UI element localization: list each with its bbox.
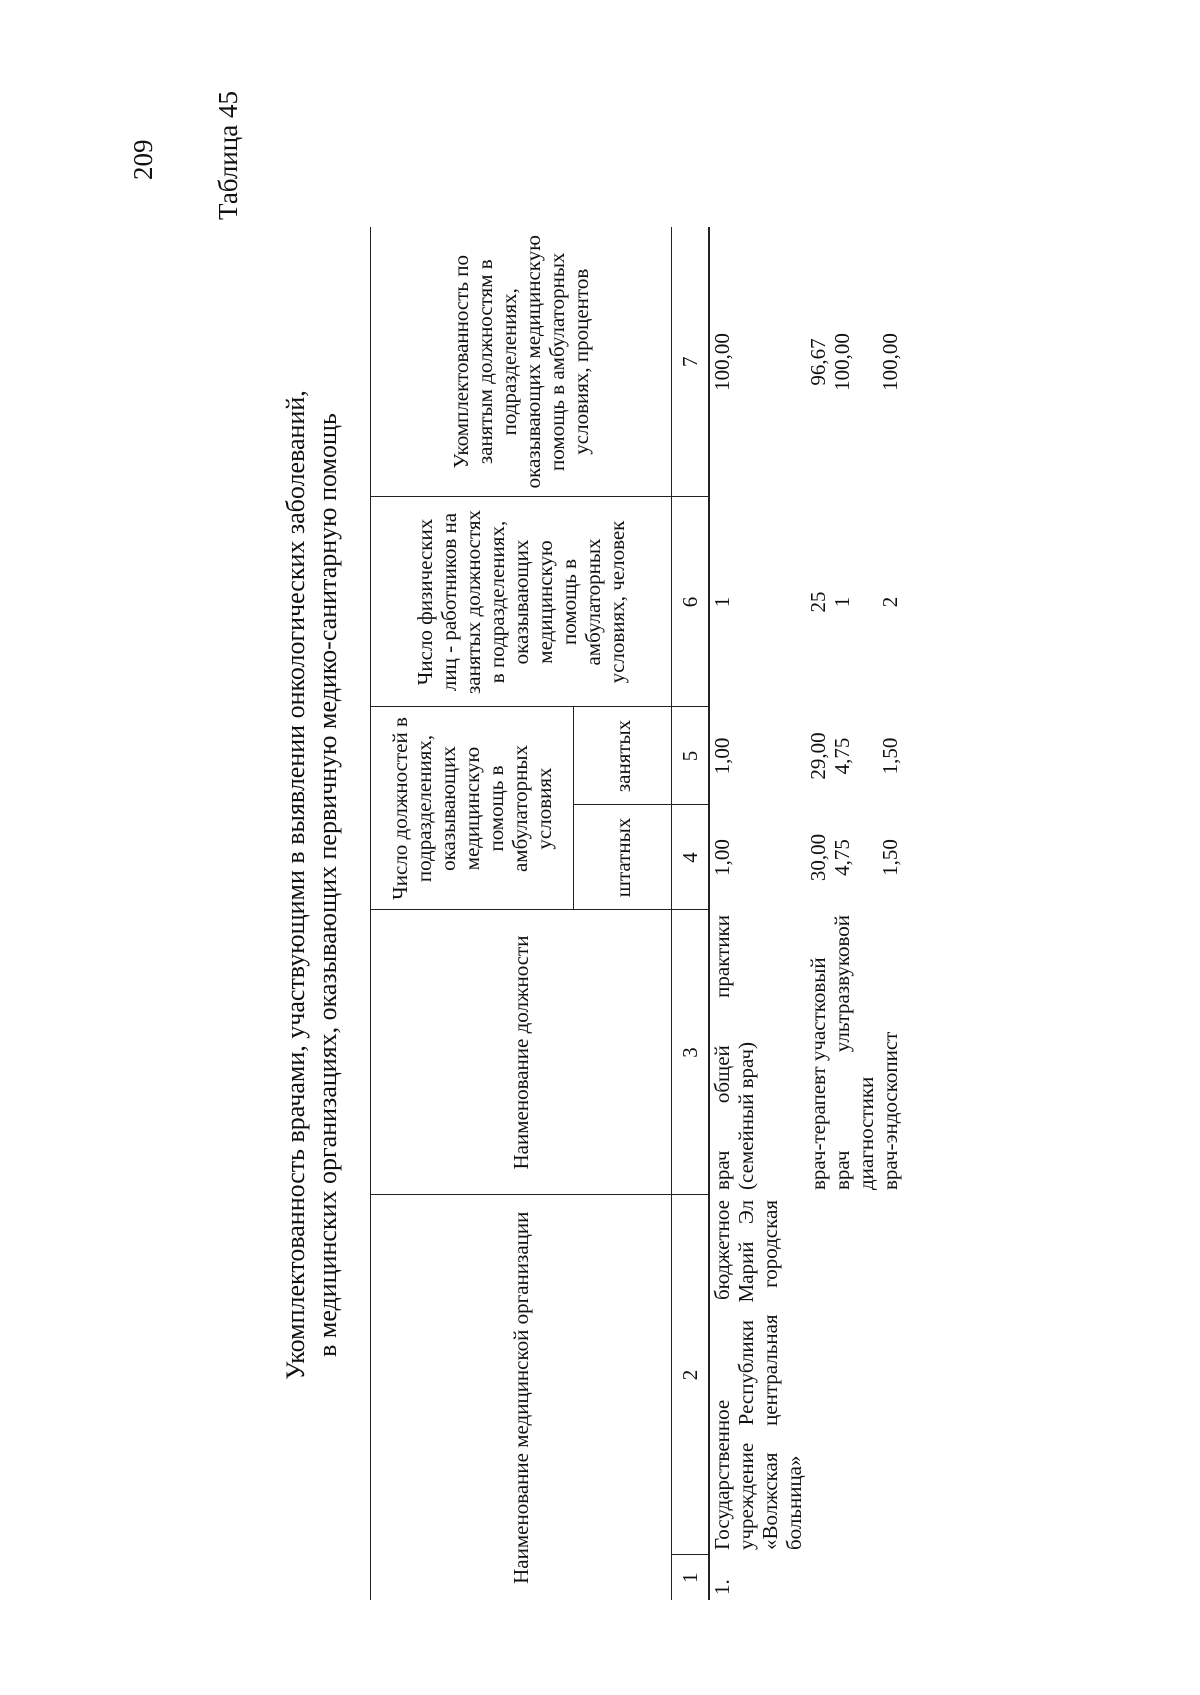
- staffing-percent: 100,00: [878, 333, 902, 391]
- organization-name: [830, 1195, 878, 1555]
- title-line-1: Укомплектованность врачами, участвующими в выявлении онкологических заболеваний,: [281, 390, 310, 1380]
- staff-posts: 1,50: [878, 839, 902, 876]
- staffing-percent: 100,00: [710, 333, 734, 391]
- table-label: Таблица 45: [213, 91, 243, 220]
- row-number: [830, 1555, 878, 1600]
- row-number: [878, 1555, 902, 1600]
- occupied-posts: 29,00: [806, 732, 830, 780]
- persons-count: 25: [806, 591, 830, 613]
- row-number: [806, 1555, 830, 1600]
- column-number: 5: [672, 707, 710, 805]
- column-number: 4: [672, 805, 710, 910]
- organization-name: [806, 1195, 830, 1555]
- column-number: 1: [672, 1555, 710, 1600]
- table-title: [280, 335, 344, 1435]
- position-name: врач-эндоскопист: [878, 1031, 902, 1190]
- page-number: 209: [128, 139, 158, 180]
- staffing-percent: 100,00: [830, 333, 854, 391]
- staff-posts: 4,75: [830, 839, 854, 876]
- staffing-table: [370, 227, 902, 1600]
- row-number: 1.: [710, 1579, 734, 1595]
- header-persons: Число физических лиц - работников на занятых должностях в подразделениях, оказывающих медицинскую помощь в амбулаторных условиях, человек: [371, 497, 672, 707]
- title-line-2: в медицинских организациях, оказывающих первичную медико-санитарную помощь: [313, 413, 342, 1357]
- staff-posts: 30,00: [806, 833, 830, 882]
- column-number: 6: [672, 497, 710, 707]
- staff-posts: 1,00: [710, 839, 734, 876]
- position-name: врач общей практики (семейный врач): [710, 915, 758, 1190]
- header-staff: штатных: [574, 805, 672, 910]
- organization-name: Государственное бюджетное учреждение Республики Марий Эл «Волжская центральная городская больница»: [710, 1200, 806, 1550]
- column-number: 7: [672, 227, 710, 497]
- header-posts-group: Число должностей в подразделениях, оказывающих медицинскую помощь в амбулаторных условиях: [371, 707, 574, 910]
- table-row: [878, 227, 902, 1600]
- column-number-row: [672, 227, 710, 1600]
- position-name: врач ультразвуковой диагностики: [830, 915, 878, 1190]
- position-name: врач-терапевт участковый: [806, 957, 830, 1190]
- table-row: [806, 227, 830, 1600]
- column-number: 2: [672, 1195, 710, 1555]
- persons-count: 1: [830, 596, 854, 608]
- occupied-posts: 4,75: [830, 737, 854, 775]
- persons-count: 1: [710, 596, 734, 608]
- header-org: Наименование медицинской организации: [371, 1195, 672, 1600]
- column-number: 3: [672, 910, 710, 1195]
- occupied-posts: 1,50: [878, 737, 902, 775]
- table-row: [709, 227, 806, 1600]
- occupied-posts: 1,00: [710, 737, 734, 775]
- organization-name: [878, 1195, 902, 1555]
- header-staffing: Укомплектованность по занятым должностям в подразделениях, оказывающих медицинскую помощь в амбулаторных условиях, процентов: [371, 227, 672, 497]
- header-row: [371, 227, 574, 1600]
- header-position: Наименование должности: [371, 910, 672, 1195]
- table-row: [830, 227, 878, 1600]
- persons-count: 2: [878, 596, 902, 608]
- staffing-percent: 96,67: [806, 338, 830, 386]
- header-occupied: занятых: [574, 707, 672, 805]
